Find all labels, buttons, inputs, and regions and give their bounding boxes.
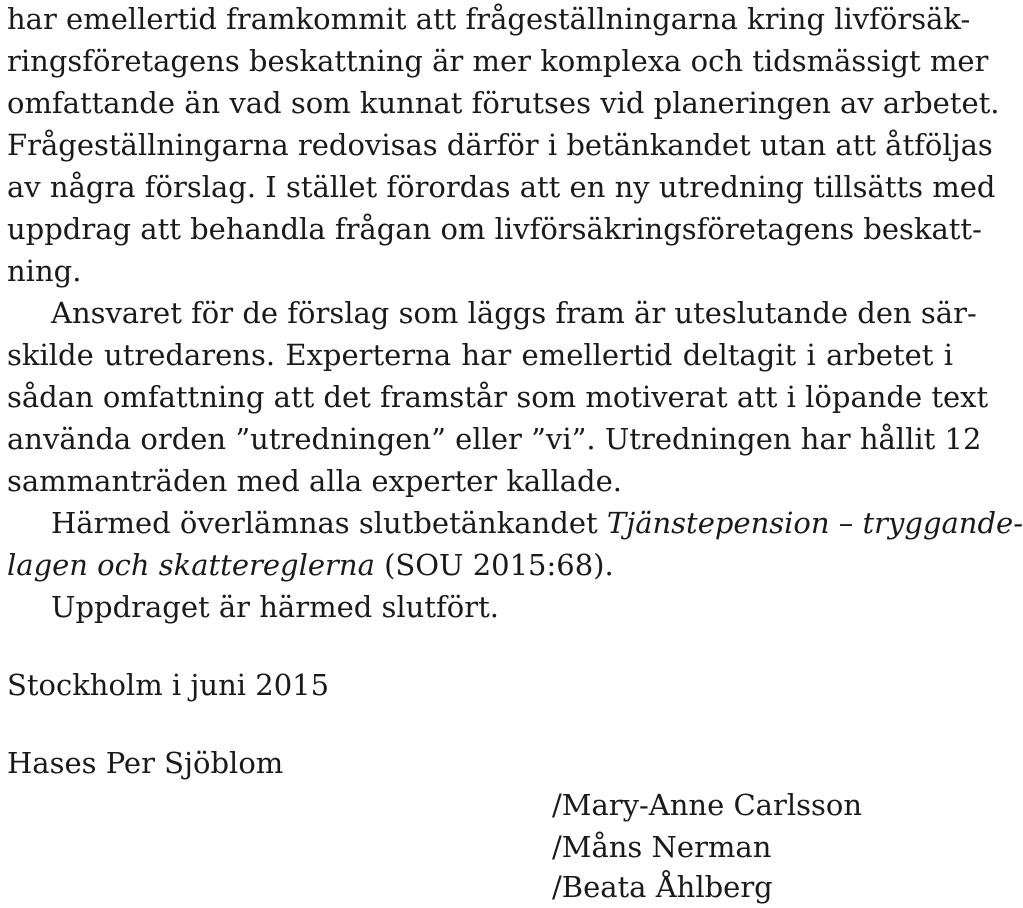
paragraph2-line: använda orden ”utredningen” eller ”vi”. Utredningen har hållit 12 [7,422,982,456]
closing-sentence: Uppdraget är härmed slutfört. [51,590,499,624]
paragraph2-line: skilde utredarens. Experterna har emellertid deltagit i arbetet i [7,338,953,372]
secretary-name: /Beata Åhlberg [552,870,773,904]
paragraph2-line: sammanträden med alla experter kallade. [7,464,623,498]
paragraph3-line [7,544,953,586]
report-title-part1: Tjänstepension – tryggande- [606,506,1023,540]
investigator-name: Hases Per Sjöblom [7,746,284,780]
paragraph1-line: av några förslag. I stället förordas att en ny utredning tillsätts med [7,170,996,204]
paragraph1-line: ringsföretagens beskattning är mer komplexa och tidsmässigt mer [7,44,989,78]
paragraph1-line: ning. [7,254,82,288]
paragraph1-line: Frågeställningarna redovisas därför i betänkandet utan att åtföljas [7,128,993,162]
report-reference: (SOU 2015:68). [374,548,614,582]
paragraph1-line: har emellertid framkommit att frågeställningarna kring livförsäk- [7,2,971,36]
paragraph1-line: uppdrag att behandla frågan om livförsäkringsföretagens beskatt- [7,212,982,246]
paragraph3-line [7,502,1023,544]
paragraph2-line: sådan omfattning att det framstår som motiverat att i löpande text [7,380,989,414]
secretary-name: /Måns Nerman [552,830,772,864]
paragraph3-prefix: Härmed överlämnas slutbetänkandet [51,506,607,540]
paragraph1-line: omfattande än vad som kunnat förutses vid planeringen av arbetet. [7,86,1000,120]
place-date: Stockholm i juni 2015 [7,668,330,702]
secretary-name: /Mary-Anne Carlsson [552,788,862,822]
report-title-part2: lagen och skattereglerna [7,548,375,582]
paragraph2-line: Ansvaret för de förslag som läggs fram är uteslutande den sär- [51,296,977,330]
